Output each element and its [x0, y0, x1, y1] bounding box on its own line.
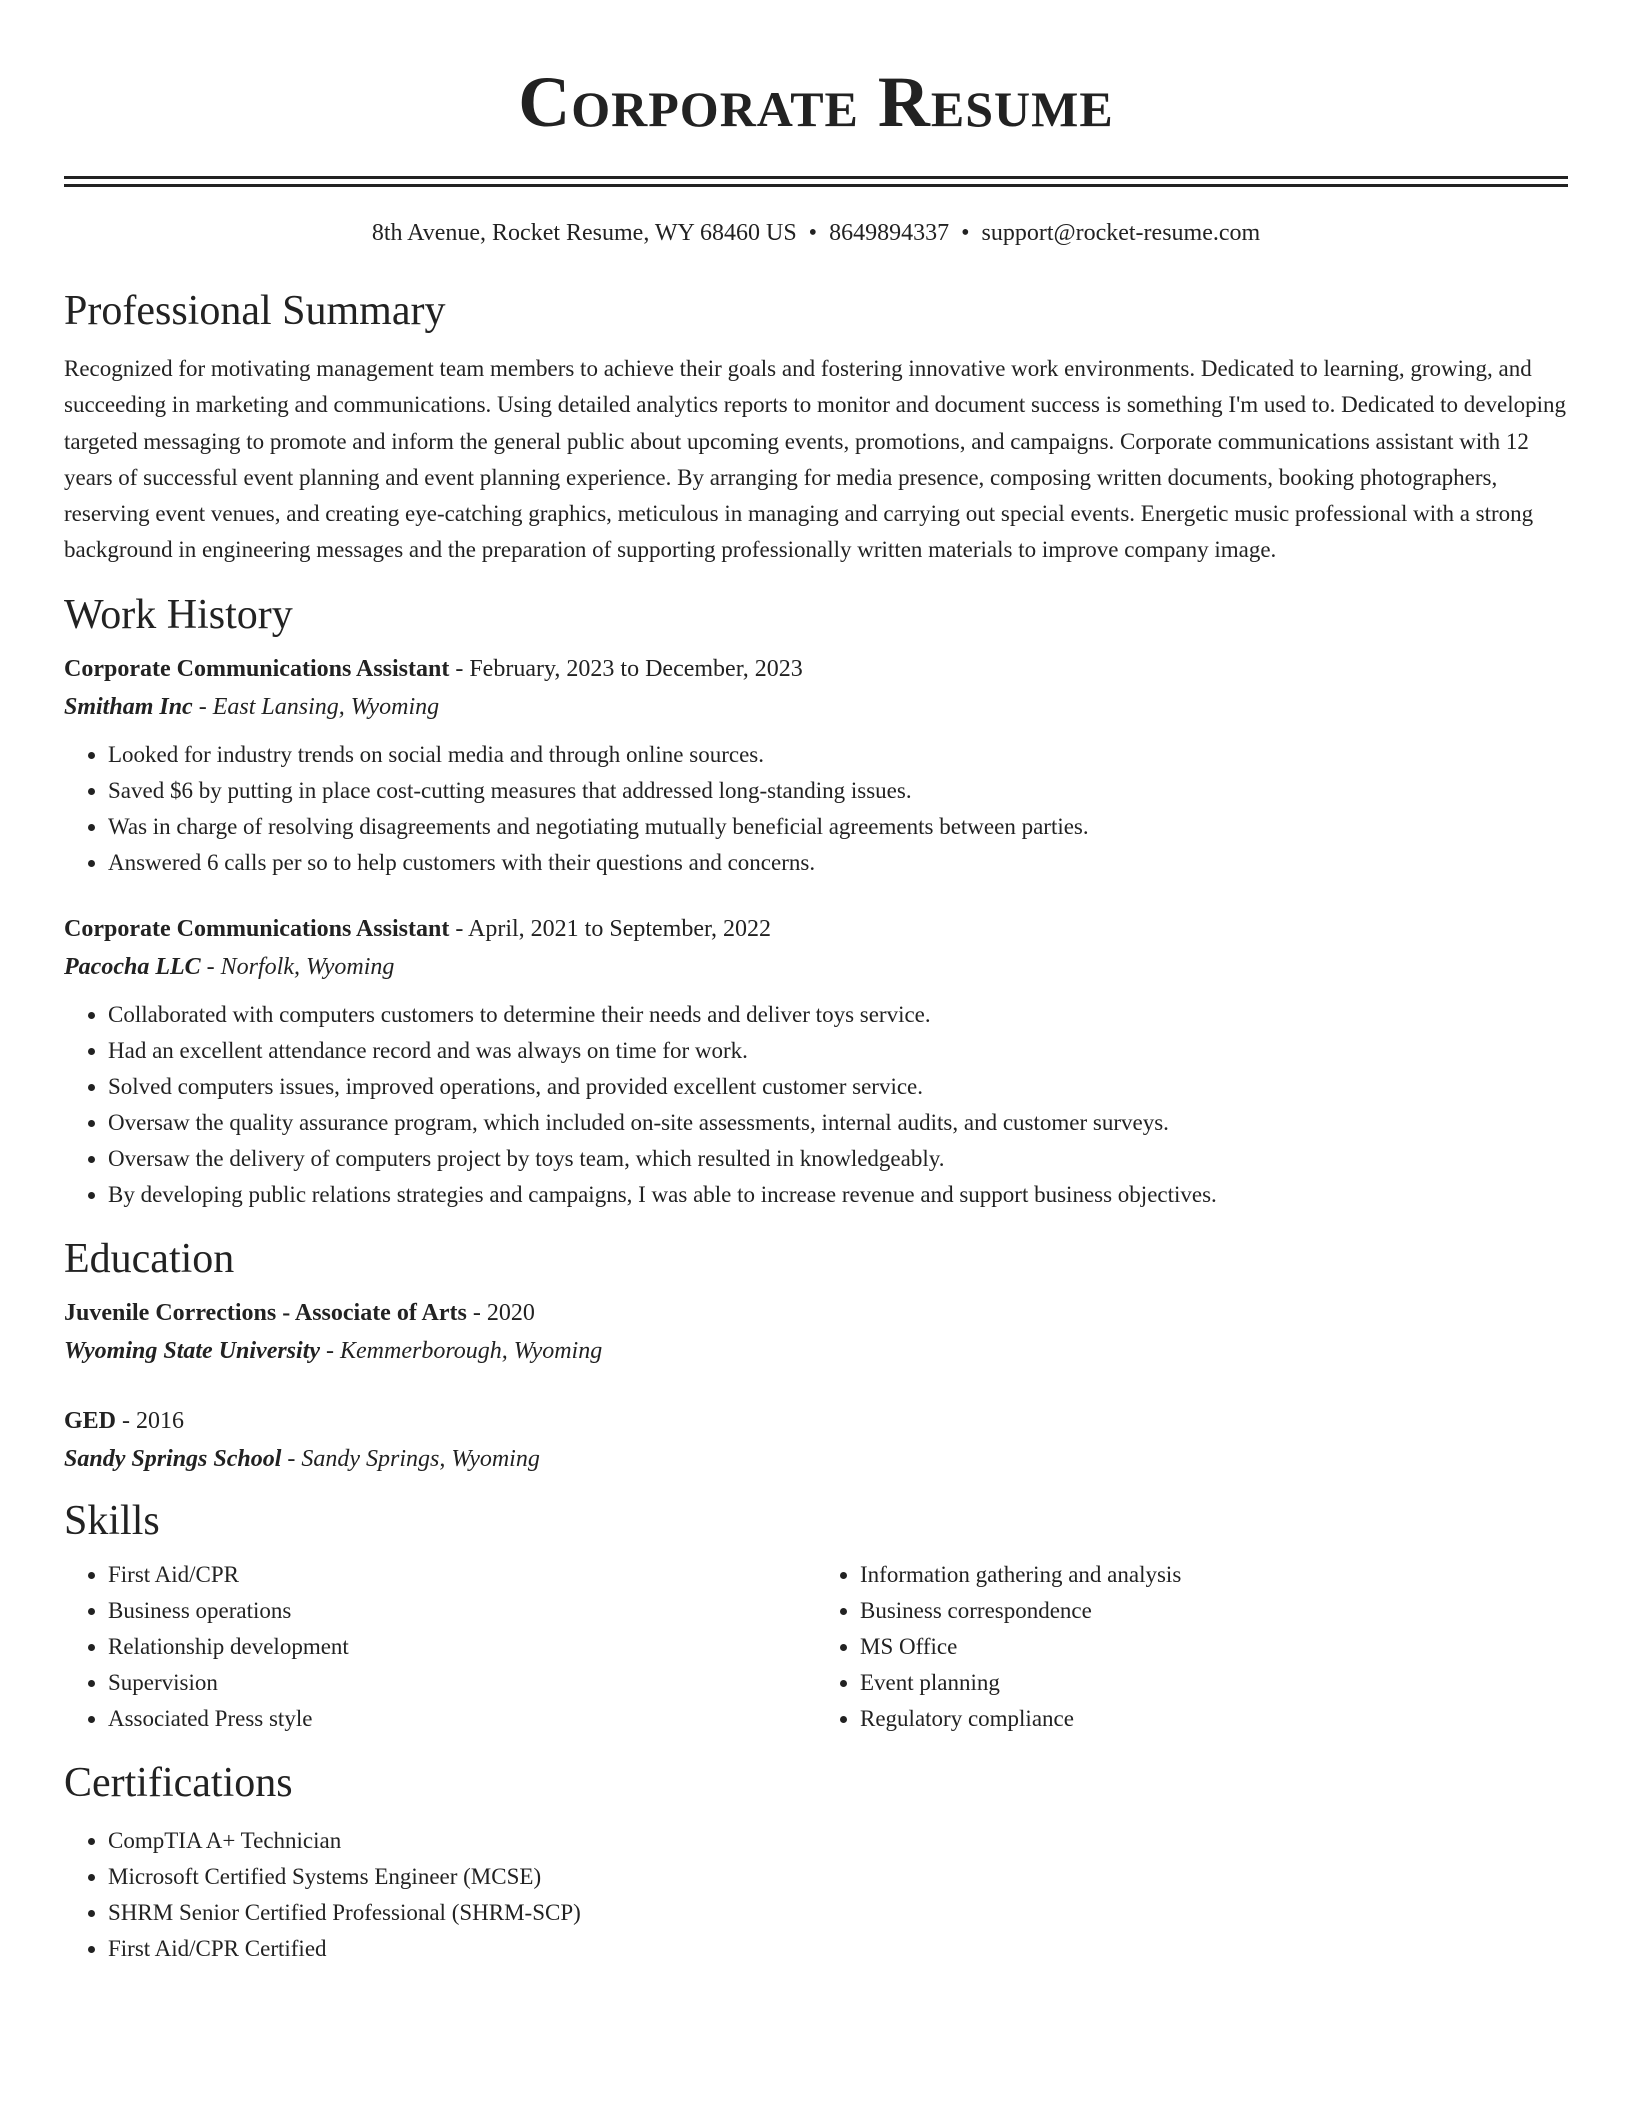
- education-entry: [64, 1405, 1568, 1475]
- list-item: • Answered 6 calls per so to help customers with their questions and concerns.: [108, 845, 1568, 881]
- education-degree-line: [64, 1297, 1568, 1329]
- education-degree: Juvenile Corrections - Associate of Arts: [64, 1299, 467, 1326]
- title-divider-top: [64, 176, 1568, 179]
- list-item: • Looked for industry trends on social media and through online sources.: [108, 737, 1568, 773]
- job-title: Corporate Communications Assistant: [64, 915, 450, 942]
- education-school-line: [64, 1443, 1568, 1475]
- title-divider-bottom: [64, 184, 1568, 187]
- list-item: • Information gathering and analysis: [860, 1557, 1568, 1593]
- list-item: • Supervision: [108, 1665, 816, 1701]
- job-entry: [64, 653, 1568, 881]
- contact-line: [64, 217, 1568, 249]
- job-entry: [64, 913, 1568, 1213]
- job-location: - East Lansing, Wyoming: [192, 693, 440, 720]
- job-company: Smitham Inc: [64, 693, 193, 720]
- list-item: • Had an excellent attendance record and was always on time for work.: [108, 1033, 1568, 1069]
- contact-address: 8th Avenue, Rocket Resume, WY 68460 US: [371, 220, 797, 246]
- skills-column-right: [816, 1557, 1568, 1737]
- skills-heading: Skills: [64, 1497, 160, 1544]
- education-degree-line: [64, 1405, 1568, 1437]
- education-school: Sandy Springs School: [64, 1445, 282, 1472]
- list-item: • First Aid/CPR: [108, 1557, 816, 1593]
- list-item: • Associated Press style: [108, 1701, 816, 1737]
- education-location: - Sandy Springs, Wyoming: [281, 1445, 540, 1472]
- education-year: - 2020: [466, 1299, 535, 1326]
- list-item: • First Aid/CPR Certified: [108, 1931, 1568, 1967]
- education-year: - 2016: [116, 1407, 185, 1434]
- list-item: • Regulatory compliance: [860, 1701, 1568, 1737]
- job-title-line: [64, 913, 1568, 945]
- list-item: • Event planning: [860, 1665, 1568, 1701]
- list-item: • SHRM Senior Certified Professional (SHRM-SCP): [108, 1895, 1568, 1931]
- list-item: • MS Office: [860, 1629, 1568, 1665]
- job-bullets: [64, 737, 1568, 881]
- education-heading: Education: [64, 1235, 235, 1282]
- education-location: - Kemmerborough, Wyoming: [320, 1337, 603, 1364]
- job-title: Corporate Communications Assistant: [64, 655, 450, 682]
- list-item: • Relationship development: [108, 1629, 816, 1665]
- job-company-line: [64, 691, 1568, 723]
- certifications-list: [64, 1823, 1568, 1967]
- summary-heading: Professional Summary: [64, 288, 446, 334]
- certifications-heading: Certifications: [64, 1759, 293, 1806]
- list-item: • CompTIA A+ Technician: [108, 1823, 1568, 1859]
- contact-separator: •: [961, 220, 970, 246]
- contact-separator: •: [808, 220, 818, 246]
- job-location: - Norfolk, Wyoming: [200, 953, 395, 980]
- list-item: • Business operations: [108, 1593, 816, 1629]
- skills-column-left: [64, 1557, 816, 1737]
- list-item: • Was in charge of resolving disagreements and negotiating mutually beneficial agreements between parties.: [108, 809, 1568, 845]
- list-item: • Microsoft Certified Systems Engineer (MCSE): [108, 1859, 1568, 1895]
- list-item: • Collaborated with computers customers to determine their needs and deliver toys service.: [108, 997, 1568, 1033]
- work-history-heading: Work History: [64, 591, 293, 638]
- education-school: Wyoming State University: [64, 1337, 321, 1364]
- education-degree: GED: [64, 1407, 117, 1434]
- job-company: Pacocha LLC: [64, 953, 201, 980]
- contact-phone: 8649894337: [829, 220, 950, 246]
- list-item: • Business correspondence: [860, 1593, 1568, 1629]
- list-item: • By developing public relations strategies and campaigns, I was able to increase revenue and support business objectives.: [108, 1177, 1568, 1213]
- list-item: • Solved computers issues, improved operations, and provided excellent customer service.: [108, 1069, 1568, 1105]
- job-title-line: [64, 653, 1568, 685]
- contact-email: support@rocket-resume.com: [981, 220, 1261, 246]
- skills-list: [64, 1557, 1568, 1737]
- education-entry: [64, 1297, 1568, 1367]
- job-dates: - April, 2021 to September, 2022: [449, 915, 772, 942]
- job-dates: - February, 2023 to December, 2023: [449, 655, 803, 682]
- job-company-line: [64, 951, 1568, 983]
- job-bullets: [64, 997, 1568, 1213]
- resume-title: Corporate Resume: [518, 62, 1114, 142]
- list-item: • Oversaw the quality assurance program, which included on-site assessments, internal audits, and customer surveys.: [108, 1105, 1568, 1141]
- list-item: • Saved $6 by putting in place cost-cutting measures that addressed long-standing issues.: [108, 773, 1568, 809]
- summary-text: Recognized for motivating management team members to achieve their goals and fostering innovative work environments. Dedicated to learning, growing, and succeeding in marketing and communications. Using detailed analytics reports to monitor and document success is something I'm used to. Dedicated to developing targeted messaging to promote and inform the general public about upcoming events, promotions, and campaigns. Corporate communications assistant with 12 years of successful event planning and event planning experience. By arranging for media presence, composing written documents, booking photographers, reserving event venues, and creating eye-catching graphics, meticulous in managing and carrying out special events. Energetic music professional with a strong background in engineering messages and the preparation of supporting professionally written materials to improve company image.: [64, 356, 1566, 563]
- education-school-line: [64, 1335, 1568, 1367]
- list-item: • Oversaw the delivery of computers project by toys team, which resulted in knowledgeably.: [108, 1141, 1568, 1177]
